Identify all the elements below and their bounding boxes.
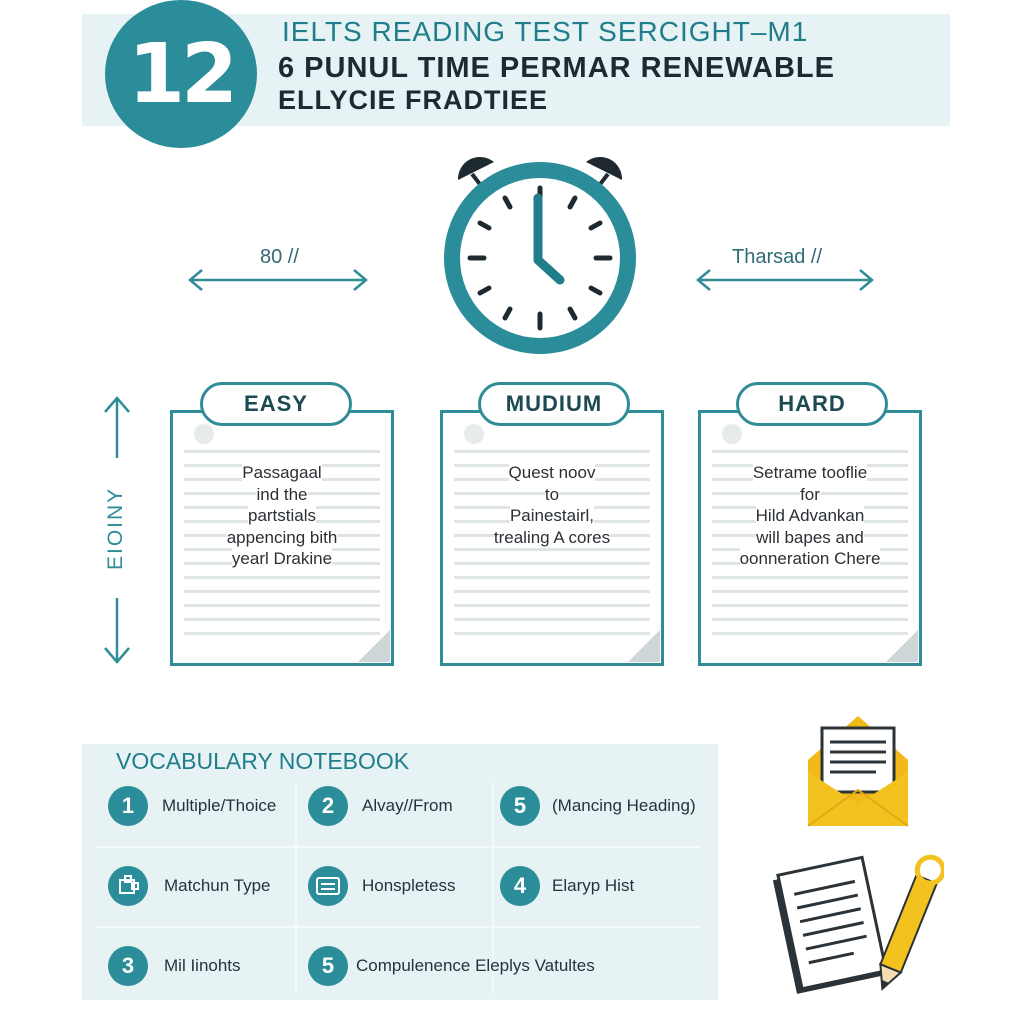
envelope-icon — [806, 712, 910, 830]
header-title-line2: 6 PUNUL TIME PERMAR RENEWABLE — [278, 52, 835, 84]
divider — [295, 782, 297, 994]
divider — [96, 926, 700, 928]
level-text-easy: Passagaal ind the partstials appencing bith yearl Drakine — [226, 463, 338, 568]
time-label-right: Tharsad // — [732, 246, 823, 268]
puzzle-icon — [108, 866, 148, 906]
level-text-hard: Setrame tooflie for Hild Advankan will bapes and oonneration Chere — [739, 463, 881, 568]
number-badge-5: 5 — [500, 786, 540, 826]
vocabulary-item: (Mancing Heading) — [552, 796, 696, 815]
double-arrow-left-icon — [186, 266, 370, 294]
level-label-medium: MUDIUM — [478, 382, 630, 426]
level-label-hard: HARD — [736, 382, 888, 426]
number-badge-5: 5 — [308, 946, 348, 986]
vocabulary-item: Multiple/Thoice — [162, 796, 277, 815]
double-arrow-right-icon — [694, 266, 876, 294]
vocabulary-item: Alvay//From — [362, 796, 453, 815]
time-label-left: 80 // — [260, 246, 299, 268]
number-badge-2: 2 — [308, 786, 348, 826]
number-badge: 12 — [105, 0, 257, 148]
level-label-easy: EASY — [200, 382, 352, 426]
level-text-medium: Quest noov to Painestairl, trealing A cores — [493, 463, 611, 547]
vocabulary-item: Matchun Type — [164, 876, 271, 895]
vocabulary-item: Mil Iinohts — [164, 956, 241, 975]
difficulty-axis-label: EIOINY — [104, 486, 127, 570]
number-badge-4: 4 — [500, 866, 540, 906]
page-fold — [358, 630, 390, 662]
alarm-clock-icon — [430, 148, 650, 368]
vocabulary-item: Honspletess — [362, 876, 456, 895]
number-badge-1: 1 — [108, 786, 148, 826]
card-dot — [722, 424, 742, 444]
header-title-line1: IELTS READING TEST SERCIGHT–M1 — [282, 16, 809, 47]
page-fold — [628, 630, 660, 662]
header-title-line3: ELLYCIE FRADTIEE — [278, 85, 549, 115]
notebook-pencil-icon — [768, 848, 944, 1000]
vocabulary-title: VOCABULARY NOTEBOOK — [116, 748, 410, 774]
divider — [96, 846, 700, 848]
card-dot — [194, 424, 214, 444]
number-badge-3: 3 — [108, 946, 148, 986]
keyboard-icon — [308, 866, 348, 906]
card-dot — [464, 424, 484, 444]
page-fold — [886, 630, 918, 662]
vocabulary-item: Compulenence Eleplys Vatultes — [356, 956, 595, 975]
vocabulary-item: Elaryp Hist — [552, 876, 635, 895]
